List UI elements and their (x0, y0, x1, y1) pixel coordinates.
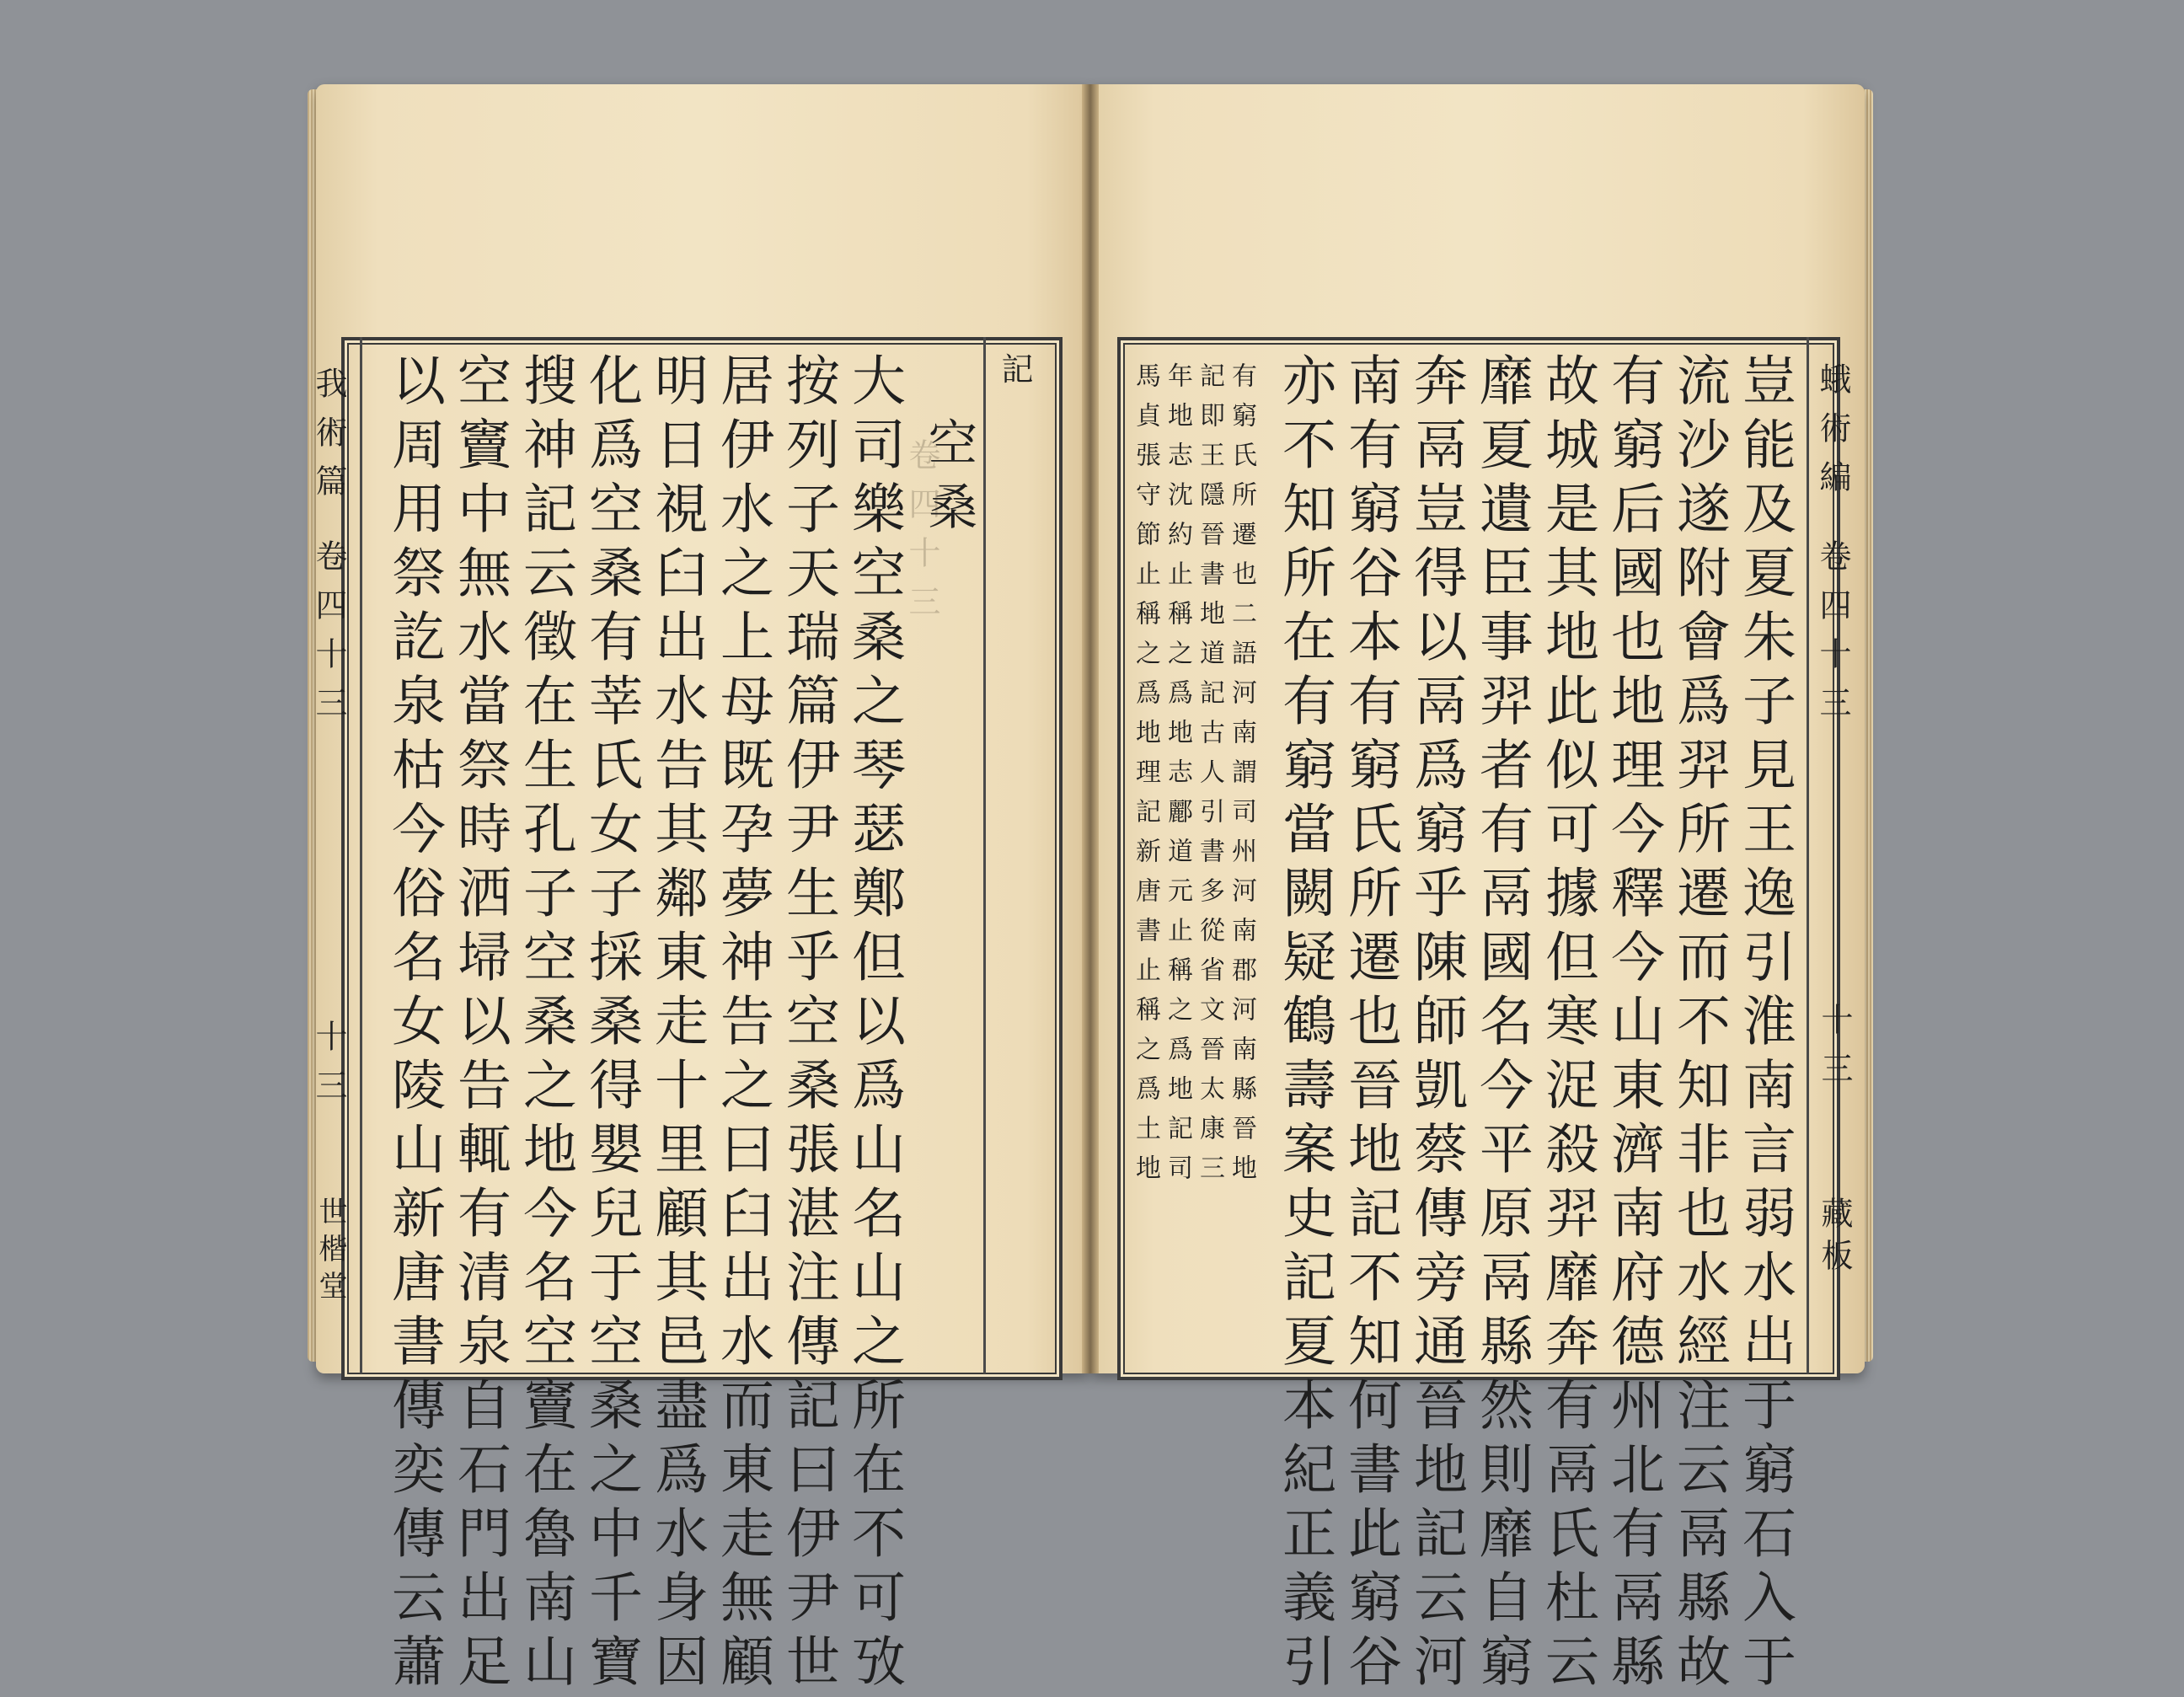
book-gutter (1082, 84, 1099, 1373)
section-heading: 空桑 (920, 417, 977, 545)
left-text-column-6: 搜神記云徵在生孔子空桑之地今名空竇在魯南山 (514, 352, 576, 1697)
right-text-column-1: 豈能及夏朱子見王逸引淮南言弱水出于窮石入于 (1733, 352, 1796, 1697)
open-book (310, 78, 1865, 1697)
right-margin-volume: 卷四十三 (1814, 539, 1851, 735)
right-note-column-1: 有窮氏所遷也二語河南謂司州河南郡河南縣晉地 (1227, 362, 1256, 1194)
right-margin-rule (1807, 337, 1809, 1373)
right-margin-folio: 十三 (1816, 1003, 1853, 1100)
left-text-column-8: 以周用祭訖泉枯今俗名女陵山新唐書傳奕傳云蕭 (383, 352, 445, 1697)
left-margin-publisher: 世楷堂 (313, 1196, 347, 1308)
right-text-column-8: 亦不知所在有窮當闕疑鶴壽案史記夏本紀正義引 (1273, 352, 1336, 1697)
right-text-column-3: 有窮后國也地理今釋今山東濟南府德州北有鬲縣 (1602, 352, 1664, 1697)
left-margin-title: 我術篇 (310, 367, 347, 513)
left-text-column-2: 按列子天瑞篇伊尹生乎空桑張湛注傳記曰伊尹世 (777, 352, 839, 1697)
right-note-column-2: 記即王隱晉書地道記古人引書多從省文晉太康三 (1195, 362, 1224, 1194)
right-note-column-4: 馬貞張守節止稱之爲地理記新唐書止稱之爲土地 (1131, 362, 1160, 1194)
left-margin-rule (360, 337, 362, 1373)
left-text-column-1: 大司樂空桑之琴瑟鄭但以爲山名山之所在不可攷 (843, 352, 905, 1697)
right-note-column-3: 年地志沈約止稱之爲地志酈道元止稱之爲地記司 (1163, 362, 1192, 1194)
right-text-column-7: 南有窮谷本有窮氏所遷也晉地記不知何書此窮谷 (1339, 352, 1401, 1697)
right-text-column-5: 靡夏遺臣事羿者有鬲國名今平原鬲縣然則靡自窮 (1470, 352, 1533, 1697)
left-margin-volume: 卷四十三 (310, 539, 347, 735)
bleed-through-text: 卷四十三 (903, 438, 940, 634)
right-margin-publisher: 藏板 (1816, 1196, 1853, 1281)
left-page (310, 84, 1089, 1697)
right-text-column-2: 流沙遂附會爲羿所遷而不知非也水經注云鬲縣故 (1667, 352, 1730, 1697)
left-text-column-7: 空竇中無水當祭時洒埽以告輒有清泉自石門出足 (448, 352, 511, 1697)
left-text-column-3: 居伊水之上母既孕夢神告之曰臼出水而東走無顧 (711, 352, 774, 1697)
left-text-column-4: 明日視臼出水告其鄰東走十里顧其邑盡爲水身因 (645, 352, 708, 1697)
right-text-column-4: 故城是其地此似可據但寒浞殺羿靡奔有鬲氏杜云 (1536, 352, 1598, 1697)
right-text-column-6: 奔鬲豈得以鬲爲窮乎陳師凱蔡傳旁通晉地記云河 (1405, 352, 1467, 1697)
right-margin-title: 蛾術編 (1814, 362, 1851, 509)
left-text-column-5: 化爲空桑有莘氏女子採桑得嬰兒于空桑之中千寶 (580, 352, 642, 1697)
left-inner-rule (983, 337, 986, 1373)
left-header-mark: 記 (996, 352, 1033, 401)
left-margin-folio: 十三 (310, 1020, 347, 1117)
right-page (1092, 84, 1865, 1697)
